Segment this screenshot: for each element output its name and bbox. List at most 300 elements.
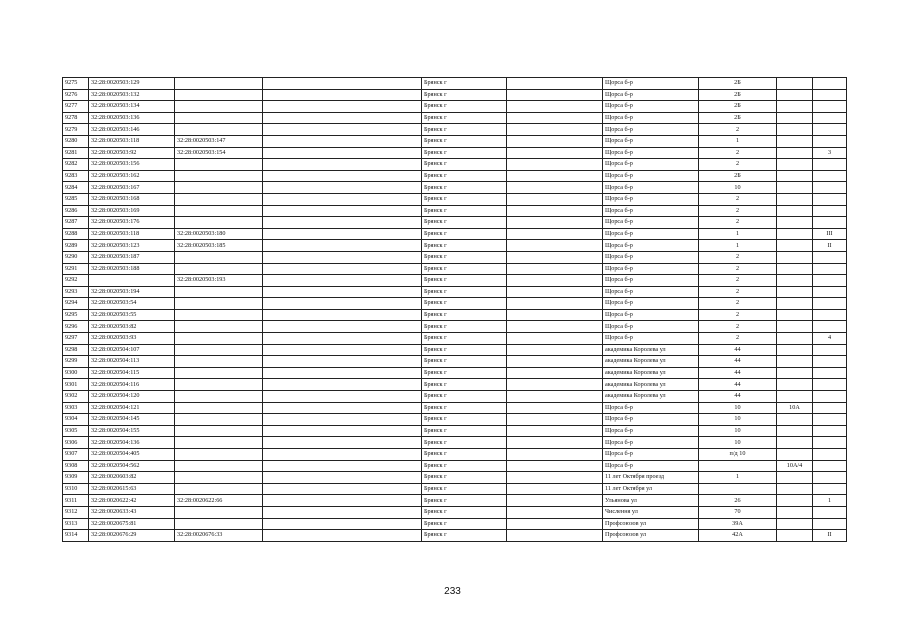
cell-blank-col xyxy=(263,170,422,182)
cell-cadastral-number-2 xyxy=(175,333,263,345)
cell-cadastral-number: 32:28:0020504:113 xyxy=(89,356,175,368)
cell-blank-col-2 xyxy=(507,356,603,368)
table-row xyxy=(63,495,847,507)
cell-cadastral-number: 32:28:0020503:129 xyxy=(89,78,175,90)
cell-cadastral-number: 32:28:0020675:81 xyxy=(89,518,175,530)
cell-house-number: 1 xyxy=(699,135,777,147)
table-row xyxy=(63,472,847,484)
cell-city: Брянск г xyxy=(422,298,507,310)
cell-house-number: 2 xyxy=(699,217,777,229)
cell-blank-col xyxy=(263,391,422,403)
cell-cadastral-number: 32:28:0020503:136 xyxy=(89,112,175,124)
cell-street: Щорса б-р xyxy=(603,135,699,147)
table-row xyxy=(63,182,847,194)
cell-street: академика Королева ул xyxy=(603,344,699,356)
cell-street: Щорса б-р xyxy=(603,89,699,101)
cell-building xyxy=(777,135,813,147)
cell-cadastral-number-2 xyxy=(175,78,263,90)
cell-building xyxy=(777,124,813,136)
cell-street: Щорса б-р xyxy=(603,286,699,298)
cell-building xyxy=(777,78,813,90)
table-row xyxy=(63,147,847,159)
cell-apartment xyxy=(813,472,847,484)
cell-city: Брянск г xyxy=(422,182,507,194)
table-row xyxy=(63,391,847,403)
cell-apartment xyxy=(813,321,847,333)
cell-building xyxy=(777,263,813,275)
cell-cadastral-number: 32:28:0020503:168 xyxy=(89,193,175,205)
cell-house-number: 44 xyxy=(699,379,777,391)
cell-cadastral-number-2 xyxy=(175,437,263,449)
cell-blank-col xyxy=(263,449,422,461)
cell-cadastral-number-2 xyxy=(175,449,263,461)
cell-building xyxy=(777,275,813,287)
cell-building xyxy=(777,286,813,298)
cell-row-number: 9285 xyxy=(63,193,89,205)
cell-blank-col xyxy=(263,240,422,252)
cell-street: Щорса б-р xyxy=(603,321,699,333)
cell-city: Брянск г xyxy=(422,356,507,368)
cell-apartment xyxy=(813,356,847,368)
cell-cadastral-number-2 xyxy=(175,309,263,321)
cell-row-number: 9299 xyxy=(63,356,89,368)
table-row xyxy=(63,101,847,113)
cell-building xyxy=(777,472,813,484)
cell-row-number: 9306 xyxy=(63,437,89,449)
cell-street: Щорса б-р xyxy=(603,251,699,263)
cell-row-number: 9291 xyxy=(63,263,89,275)
cell-cadastral-number-2 xyxy=(175,101,263,113)
cell-blank-col-2 xyxy=(507,425,603,437)
cell-city: Брянск г xyxy=(422,530,507,542)
cell-city: Брянск г xyxy=(422,437,507,449)
table-row xyxy=(63,275,847,287)
cell-building xyxy=(777,309,813,321)
cell-building xyxy=(777,449,813,461)
cell-city: Брянск г xyxy=(422,124,507,136)
cell-house-number: 1 xyxy=(699,228,777,240)
cell-apartment xyxy=(813,193,847,205)
cell-street: 11 лет Октября ул xyxy=(603,483,699,495)
cell-street: академика Королева ул xyxy=(603,391,699,403)
cell-apartment xyxy=(813,506,847,518)
table-row xyxy=(63,437,847,449)
cell-row-number: 9284 xyxy=(63,182,89,194)
cell-cadastral-number: 32:28:0020503:169 xyxy=(89,205,175,217)
cell-blank-col xyxy=(263,472,422,484)
cell-cadastral-number-2: 32:28:0020503:193 xyxy=(175,275,263,287)
cell-street: Щорса б-р xyxy=(603,460,699,472)
cell-building xyxy=(777,414,813,426)
cell-blank-col xyxy=(263,217,422,229)
cell-blank-col-2 xyxy=(507,124,603,136)
cell-row-number: 9303 xyxy=(63,402,89,414)
cell-cadastral-number-2 xyxy=(175,159,263,171)
cell-blank-col-2 xyxy=(507,483,603,495)
cell-blank-col-2 xyxy=(507,298,603,310)
cell-cadastral-number-2 xyxy=(175,344,263,356)
cell-street: академика Королева ул xyxy=(603,379,699,391)
cell-street: Щорса б-р xyxy=(603,449,699,461)
cell-city: Брянск г xyxy=(422,414,507,426)
cell-building xyxy=(777,159,813,171)
cell-building xyxy=(777,506,813,518)
cell-cadastral-number: 32:28:0020622:42 xyxy=(89,495,175,507)
cell-house-number: 2 xyxy=(699,159,777,171)
cell-city: Брянск г xyxy=(422,217,507,229)
cell-house-number: 10 xyxy=(699,414,777,426)
cell-building xyxy=(777,205,813,217)
cell-building xyxy=(777,518,813,530)
cell-building xyxy=(777,240,813,252)
cell-row-number: 9296 xyxy=(63,321,89,333)
cell-building xyxy=(777,298,813,310)
cell-blank-col xyxy=(263,321,422,333)
cell-building xyxy=(777,193,813,205)
cell-cadastral-number: 32:28:0020503:156 xyxy=(89,159,175,171)
cell-city: Брянск г xyxy=(422,518,507,530)
cell-cadastral-number-2 xyxy=(175,472,263,484)
cell-building xyxy=(777,437,813,449)
cell-cadastral-number-2 xyxy=(175,124,263,136)
cell-cadastral-number-2 xyxy=(175,356,263,368)
cell-city: Брянск г xyxy=(422,205,507,217)
cell-apartment xyxy=(813,89,847,101)
table-row xyxy=(63,135,847,147)
table-row xyxy=(63,460,847,472)
cell-city: Брянск г xyxy=(422,240,507,252)
cell-street: Щорса б-р xyxy=(603,437,699,449)
table-row xyxy=(63,89,847,101)
cell-building xyxy=(777,89,813,101)
cell-blank-col-2 xyxy=(507,240,603,252)
cell-house-number: 2 xyxy=(699,251,777,263)
cell-blank-col xyxy=(263,506,422,518)
cell-building xyxy=(777,344,813,356)
cell-city: Брянск г xyxy=(422,333,507,345)
cell-blank-col xyxy=(263,286,422,298)
cell-blank-col xyxy=(263,367,422,379)
cell-cadastral-number: 32:28:0020504:145 xyxy=(89,414,175,426)
cell-blank-col-2 xyxy=(507,170,603,182)
cell-cadastral-number: 32:28:0020504:121 xyxy=(89,402,175,414)
cell-cadastral-number-2: 32:28:0020503:185 xyxy=(175,240,263,252)
cell-building: 10А xyxy=(777,402,813,414)
cell-street: Щорса б-р xyxy=(603,182,699,194)
table-row xyxy=(63,298,847,310)
cell-apartment xyxy=(813,159,847,171)
cell-row-number: 9286 xyxy=(63,205,89,217)
cell-city: Брянск г xyxy=(422,402,507,414)
table-row xyxy=(63,78,847,90)
cell-building xyxy=(777,530,813,542)
cell-street: Щорса б-р xyxy=(603,124,699,136)
cell-street: Числення ул xyxy=(603,506,699,518)
cell-blank-col xyxy=(263,124,422,136)
cell-building xyxy=(777,217,813,229)
table-row xyxy=(63,425,847,437)
cell-row-number: 9298 xyxy=(63,344,89,356)
cell-building xyxy=(777,321,813,333)
cell-house-number: 2Б xyxy=(699,101,777,113)
cell-row-number: 9292 xyxy=(63,275,89,287)
cell-blank-col-2 xyxy=(507,321,603,333)
cell-blank-col-2 xyxy=(507,228,603,240)
table-row xyxy=(63,228,847,240)
cell-house-number: 2Б xyxy=(699,78,777,90)
cell-house-number: 42А xyxy=(699,530,777,542)
cell-blank-col-2 xyxy=(507,217,603,229)
cell-cadastral-number: 32:28:0020503:118 xyxy=(89,228,175,240)
cell-cadastral-number: 32:28:0020633:43 xyxy=(89,506,175,518)
register-table xyxy=(62,77,847,542)
cell-blank-col-2 xyxy=(507,495,603,507)
table-body xyxy=(63,78,847,542)
cell-building xyxy=(777,425,813,437)
cell-blank-col xyxy=(263,135,422,147)
cell-apartment xyxy=(813,251,847,263)
cell-blank-col-2 xyxy=(507,506,603,518)
table-row xyxy=(63,449,847,461)
cell-cadastral-number-2 xyxy=(175,379,263,391)
cell-cadastral-number: 32:28:0020504:115 xyxy=(89,367,175,379)
cell-building xyxy=(777,251,813,263)
cell-blank-col-2 xyxy=(507,286,603,298)
table-row xyxy=(63,251,847,263)
cell-blank-col-2 xyxy=(507,251,603,263)
cell-cadastral-number-2: 32:28:0020622:66 xyxy=(175,495,263,507)
cell-house-number xyxy=(699,460,777,472)
cell-row-number: 9279 xyxy=(63,124,89,136)
cell-building: 10А/4 xyxy=(777,460,813,472)
table-row xyxy=(63,414,847,426)
cell-street: академика Королева ул xyxy=(603,367,699,379)
cell-apartment xyxy=(813,367,847,379)
cell-row-number: 9308 xyxy=(63,460,89,472)
cell-cadastral-number: 32:28:0020503:92 xyxy=(89,147,175,159)
cell-row-number: 9304 xyxy=(63,414,89,426)
cell-apartment xyxy=(813,298,847,310)
cell-city: Брянск г xyxy=(422,89,507,101)
cell-cadastral-number: 32:28:0020615:63 xyxy=(89,483,175,495)
cell-blank-col-2 xyxy=(507,472,603,484)
cell-row-number: 9281 xyxy=(63,147,89,159)
cell-cadastral-number-2 xyxy=(175,425,263,437)
cell-house-number: 2 xyxy=(699,309,777,321)
cell-city: Брянск г xyxy=(422,286,507,298)
cell-cadastral-number: 32:28:0020503:55 xyxy=(89,309,175,321)
cell-building xyxy=(777,170,813,182)
cell-cadastral-number-2 xyxy=(175,518,263,530)
cell-cadastral-number-2 xyxy=(175,251,263,263)
cell-apartment xyxy=(813,309,847,321)
cell-house-number: п/д 10 xyxy=(699,449,777,461)
cell-city: Брянск г xyxy=(422,460,507,472)
cell-city: Брянск г xyxy=(422,506,507,518)
cell-street: Щорса б-р xyxy=(603,101,699,113)
cell-apartment xyxy=(813,101,847,113)
cell-row-number: 9311 xyxy=(63,495,89,507)
cell-street: Щорса б-р xyxy=(603,170,699,182)
cell-city: Брянск г xyxy=(422,483,507,495)
cell-city: Брянск г xyxy=(422,449,507,461)
cell-street: Профсоюзов ул xyxy=(603,518,699,530)
cell-cadastral-number: 32:28:0020503:162 xyxy=(89,170,175,182)
cell-blank-col xyxy=(263,205,422,217)
cell-city: Брянск г xyxy=(422,193,507,205)
cell-apartment xyxy=(813,460,847,472)
cell-cadastral-number: 32:28:0020503:54 xyxy=(89,298,175,310)
cell-street: Щорса б-р xyxy=(603,275,699,287)
cell-building xyxy=(777,112,813,124)
cell-city: Брянск г xyxy=(422,379,507,391)
cell-house-number: 2 xyxy=(699,205,777,217)
cell-blank-col xyxy=(263,182,422,194)
cell-cadastral-number-2 xyxy=(175,402,263,414)
cell-house-number: 26 xyxy=(699,495,777,507)
cell-blank-col-2 xyxy=(507,182,603,194)
cell-blank-col-2 xyxy=(507,159,603,171)
cell-city: Брянск г xyxy=(422,321,507,333)
cell-apartment xyxy=(813,124,847,136)
cell-house-number: 2 xyxy=(699,321,777,333)
cell-building xyxy=(777,356,813,368)
cell-house-number: 70 xyxy=(699,506,777,518)
cell-blank-col xyxy=(263,263,422,275)
cell-cadastral-number-2: 32:28:0020676:33 xyxy=(175,530,263,542)
cell-cadastral-number: 32:28:0020503:82 xyxy=(89,321,175,333)
cell-city: Брянск г xyxy=(422,170,507,182)
cell-blank-col-2 xyxy=(507,460,603,472)
cell-city: Брянск г xyxy=(422,425,507,437)
cell-row-number: 9283 xyxy=(63,170,89,182)
table-row xyxy=(63,530,847,542)
cell-row-number: 9277 xyxy=(63,101,89,113)
cell-street: Профсоюзов ул xyxy=(603,530,699,542)
cell-apartment xyxy=(813,437,847,449)
cell-blank-col-2 xyxy=(507,344,603,356)
cell-apartment: II xyxy=(813,240,847,252)
cell-cadastral-number-2 xyxy=(175,263,263,275)
cell-row-number: 9282 xyxy=(63,159,89,171)
cell-blank-col xyxy=(263,275,422,287)
cell-street: Щорса б-р xyxy=(603,193,699,205)
cell-street: Щорса б-р xyxy=(603,298,699,310)
cell-blank-col-2 xyxy=(507,205,603,217)
cell-building xyxy=(777,483,813,495)
cell-apartment xyxy=(813,391,847,403)
cell-street: Щорса б-р xyxy=(603,112,699,124)
cell-apartment xyxy=(813,286,847,298)
cell-row-number: 9275 xyxy=(63,78,89,90)
cell-blank-col xyxy=(263,333,422,345)
cell-cadastral-number-2 xyxy=(175,89,263,101)
cell-row-number: 9310 xyxy=(63,483,89,495)
cell-house-number: 10 xyxy=(699,425,777,437)
cell-city: Брянск г xyxy=(422,147,507,159)
cell-cadastral-number xyxy=(89,275,175,287)
cell-house-number: 2 xyxy=(699,298,777,310)
cell-row-number: 9276 xyxy=(63,89,89,101)
cell-building xyxy=(777,228,813,240)
cell-street: Щорса б-р xyxy=(603,425,699,437)
cell-cadastral-number-2 xyxy=(175,298,263,310)
cell-blank-col xyxy=(263,298,422,310)
cell-blank-col-2 xyxy=(507,367,603,379)
cell-cadastral-number-2 xyxy=(175,193,263,205)
cell-street: Щорса б-р xyxy=(603,240,699,252)
cell-blank-col-2 xyxy=(507,275,603,287)
cell-blank-col xyxy=(263,101,422,113)
cell-apartment xyxy=(813,425,847,437)
table-row xyxy=(63,159,847,171)
cell-blank-col-2 xyxy=(507,89,603,101)
cell-cadastral-number-2 xyxy=(175,391,263,403)
cell-cadastral-number-2 xyxy=(175,321,263,333)
cell-cadastral-number-2 xyxy=(175,112,263,124)
cell-building xyxy=(777,367,813,379)
cell-house-number: 2 xyxy=(699,147,777,159)
cell-building xyxy=(777,391,813,403)
cell-cadastral-number: 32:28:0020504:562 xyxy=(89,460,175,472)
cell-cadastral-number-2 xyxy=(175,170,263,182)
cell-cadastral-number-2 xyxy=(175,460,263,472)
cell-apartment: 3 xyxy=(813,147,847,159)
cell-cadastral-number: 32:28:0020503:187 xyxy=(89,251,175,263)
cell-cadastral-number: 32:28:0020503:194 xyxy=(89,286,175,298)
cell-blank-col xyxy=(263,228,422,240)
cell-cadastral-number: 32:28:0020504:107 xyxy=(89,344,175,356)
cell-apartment xyxy=(813,344,847,356)
cell-row-number: 9302 xyxy=(63,391,89,403)
table-row xyxy=(63,286,847,298)
table-row xyxy=(63,217,847,229)
cell-row-number: 9278 xyxy=(63,112,89,124)
cell-blank-col-2 xyxy=(507,101,603,113)
cell-blank-col-2 xyxy=(507,112,603,124)
cell-blank-col xyxy=(263,356,422,368)
cell-street: академика Королева ул xyxy=(603,356,699,368)
cell-row-number: 9294 xyxy=(63,298,89,310)
table-row xyxy=(63,263,847,275)
cell-house-number: 2 xyxy=(699,275,777,287)
cell-cadastral-number-2 xyxy=(175,182,263,194)
table-row xyxy=(63,506,847,518)
cell-row-number: 9287 xyxy=(63,217,89,229)
cell-blank-col xyxy=(263,78,422,90)
cell-street: Щорса б-р xyxy=(603,205,699,217)
cell-cadastral-number: 32:28:0020503:146 xyxy=(89,124,175,136)
table-row xyxy=(63,402,847,414)
cell-house-number: 44 xyxy=(699,391,777,403)
cell-row-number: 9289 xyxy=(63,240,89,252)
cell-city: Брянск г xyxy=(422,78,507,90)
cell-city: Брянск г xyxy=(422,309,507,321)
cell-house-number xyxy=(699,483,777,495)
cell-house-number: 10 xyxy=(699,182,777,194)
cell-blank-col xyxy=(263,495,422,507)
cell-cadastral-number-2 xyxy=(175,286,263,298)
cell-blank-col xyxy=(263,309,422,321)
cell-cadastral-number: 32:28:0020676:29 xyxy=(89,530,175,542)
cell-row-number: 9280 xyxy=(63,135,89,147)
cell-city: Брянск г xyxy=(422,251,507,263)
cell-street: Щорса б-р xyxy=(603,78,699,90)
cell-blank-col xyxy=(263,159,422,171)
cell-house-number: 1 xyxy=(699,472,777,484)
cell-blank-col-2 xyxy=(507,263,603,275)
cell-row-number: 9305 xyxy=(63,425,89,437)
